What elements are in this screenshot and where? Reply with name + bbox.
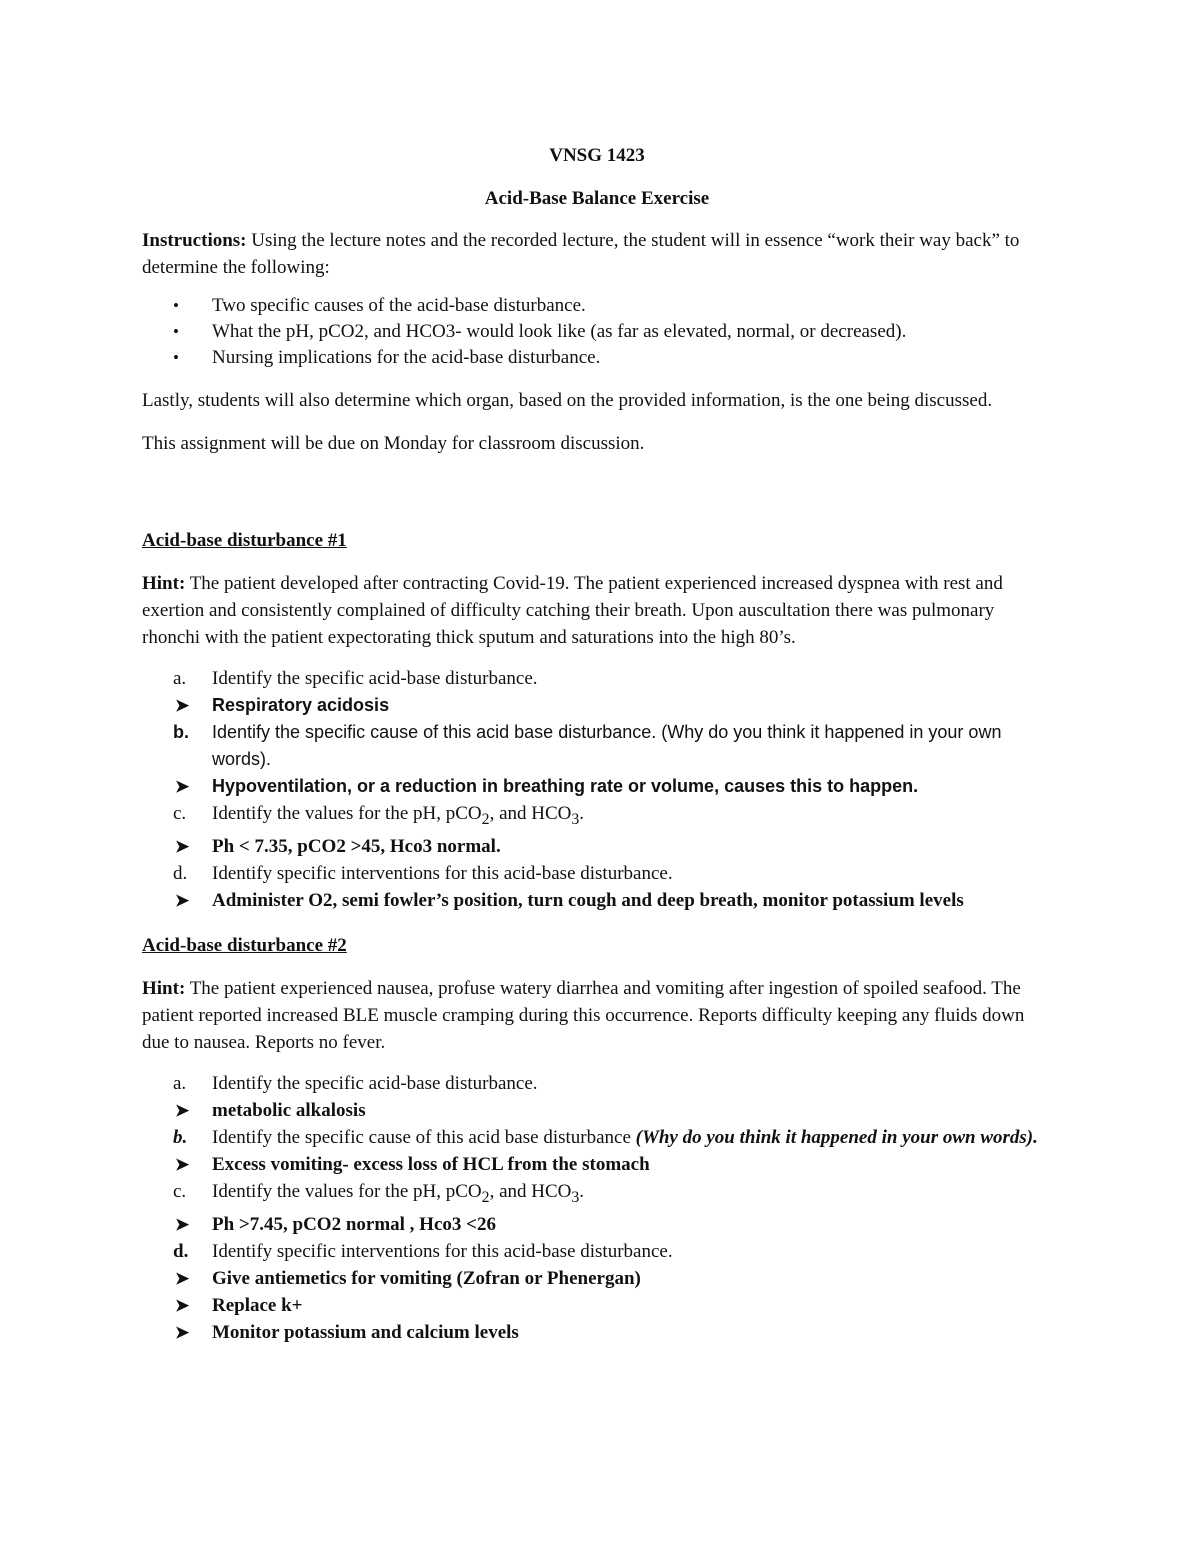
question-text-part: , and HCO bbox=[489, 1180, 572, 1202]
question-text bbox=[212, 1127, 1038, 1148]
hint-label: Hint: bbox=[142, 977, 186, 999]
answer-text: Give antiemetics for vomiting (Zofran or Phenergan) bbox=[212, 1267, 641, 1289]
due-paragraph: This assignment will be due on Monday for classroom discussion. bbox=[142, 433, 645, 454]
list-item bbox=[142, 345, 1052, 371]
section-1-questions bbox=[142, 665, 1052, 914]
question-marker: c. bbox=[173, 803, 187, 824]
document-title: Acid-Base Balance Exercise bbox=[484, 188, 710, 209]
course-code: VNSG 1423 bbox=[549, 145, 645, 166]
question-marker: b. bbox=[173, 1126, 188, 1148]
list-item bbox=[142, 319, 1052, 345]
question-text bbox=[212, 1180, 585, 1206]
answer-text: metabolic alkalosis bbox=[212, 1099, 366, 1121]
question-marker: c. bbox=[173, 1180, 187, 1202]
question-text bbox=[212, 803, 585, 828]
question-text-part: . bbox=[579, 1180, 585, 1202]
subscript: 2 bbox=[481, 810, 490, 828]
arrow-bullet-icon: ➤ bbox=[175, 777, 190, 796]
question-text-italic: (Why do you think it happened in your own words). bbox=[635, 1126, 1038, 1148]
arrow-bullet-icon: ➤ bbox=[175, 1214, 190, 1234]
question-d bbox=[142, 1238, 1052, 1265]
answer-d-3 bbox=[142, 1319, 1052, 1346]
instructions-text: Using the lecture notes and the recorded lecture, the student will in essence “work their way back” to determine the following: bbox=[142, 230, 1020, 278]
hint-text: The patient developed after contracting Covid-19. The patient experienced increased dyspnea with rest and exertion and consistently complained of difficulty catching their breath. Upon auscultation there was pulmonary rhonchi with the patient expectorating thick sputum and saturations into the high 80’s. bbox=[142, 573, 1003, 648]
question-a bbox=[142, 1070, 1052, 1097]
arrow-bullet-icon: ➤ bbox=[175, 1268, 190, 1288]
question-marker: d. bbox=[173, 1240, 189, 1262]
answer-text: Hypoventilation, or a reduction in breathing rate or volume, causes this to happen. bbox=[212, 776, 919, 796]
answer-d-2 bbox=[142, 1292, 1052, 1319]
bullet-text: Nursing implications for the acid-base disturbance. bbox=[212, 347, 601, 368]
section-1-hint bbox=[142, 570, 1052, 651]
answer-a bbox=[142, 692, 1052, 719]
answer-text: Ph < 7.35, pCO2 >45, Hco3 normal. bbox=[212, 835, 501, 857]
question-text-part: Identify the values for the pH, pCO bbox=[212, 803, 482, 824]
arrow-bullet-icon: ➤ bbox=[175, 890, 190, 910]
lastly-paragraph: Lastly, students will also determine which organ, based on the provided information, is the one being discussed. bbox=[142, 390, 993, 411]
arrow-bullet-icon: ➤ bbox=[175, 696, 190, 715]
section-2-hint bbox=[142, 975, 1052, 1056]
question-b bbox=[142, 719, 1052, 773]
answer-b bbox=[142, 773, 1052, 800]
answer-c bbox=[142, 833, 1052, 860]
question-text-part: Identify the specific cause of this acid base disturbance bbox=[212, 1126, 636, 1148]
arrow-bullet-icon: ➤ bbox=[175, 836, 190, 856]
bullet-icon: • bbox=[173, 322, 179, 341]
arrow-bullet-icon: ➤ bbox=[175, 1295, 190, 1315]
answer-text: Replace k+ bbox=[212, 1294, 303, 1316]
answer-c bbox=[142, 1211, 1052, 1238]
question-marker: a. bbox=[173, 1072, 187, 1094]
answer-text: Ph >7.45, pCO2 normal , Hco3 <26 bbox=[212, 1213, 496, 1235]
arrow-bullet-icon: ➤ bbox=[175, 1100, 190, 1120]
instructions-paragraph bbox=[142, 227, 1052, 281]
answer-a bbox=[142, 1097, 1052, 1124]
question-text-part: . bbox=[579, 803, 585, 824]
question-text: Identify the specific cause of this acid base disturbance. (Why do you think it happened in your own words). bbox=[212, 722, 1002, 769]
bullet-text: Two specific causes of the acid-base disturbance. bbox=[212, 295, 586, 316]
question-text: Identify the specific acid-base disturbance. bbox=[212, 668, 538, 689]
section-1-heading: Acid-base disturbance #1 bbox=[142, 530, 347, 551]
answer-text: Excess vomiting- excess loss of HCL from the stomach bbox=[212, 1153, 650, 1175]
question-text: Identify the specific acid-base disturbance. bbox=[212, 1072, 538, 1094]
subscript: 3 bbox=[571, 810, 580, 828]
subscript: 2 bbox=[481, 1188, 490, 1206]
question-text-part: , and HCO bbox=[489, 803, 572, 824]
bullet-icon: • bbox=[173, 296, 179, 315]
section-2-questions bbox=[142, 1070, 1052, 1346]
question-text-part: Identify the values for the pH, pCO bbox=[212, 1180, 482, 1202]
answer-text: Monitor potassium and calcium levels bbox=[212, 1321, 519, 1343]
bullet-text: What the pH, pCO2, and HCO3- would look like (as far as elevated, normal, or decreased). bbox=[212, 321, 907, 342]
bullet-icon: • bbox=[173, 348, 179, 367]
question-text: Identify specific interventions for this acid-base disturbance. bbox=[212, 1240, 673, 1262]
hint-label: Hint: bbox=[142, 573, 186, 594]
question-d bbox=[142, 860, 1052, 887]
section-2-heading: Acid-base disturbance #2 bbox=[142, 934, 347, 956]
question-text: Identify specific interventions for this acid-base disturbance. bbox=[212, 862, 673, 884]
question-marker: b. bbox=[173, 722, 189, 742]
answer-d bbox=[142, 887, 1052, 914]
subscript: 3 bbox=[571, 1188, 580, 1206]
question-a bbox=[142, 665, 1052, 692]
instructions-bullet-list bbox=[142, 293, 1052, 371]
instructions-label: Instructions: bbox=[142, 230, 247, 251]
answer-b bbox=[142, 1151, 1052, 1178]
list-item bbox=[142, 293, 1052, 319]
question-c bbox=[142, 1178, 1052, 1211]
question-b bbox=[142, 1124, 1052, 1151]
answer-text: Administer O2, semi fowler’s position, turn cough and deep breath, monitor potassium levels bbox=[212, 889, 964, 911]
arrow-bullet-icon: ➤ bbox=[175, 1322, 190, 1342]
question-marker: a. bbox=[173, 668, 187, 689]
question-marker: d. bbox=[173, 862, 188, 884]
answer-text: Respiratory acidosis bbox=[212, 695, 390, 715]
question-c bbox=[142, 800, 1052, 833]
answer-d-1 bbox=[142, 1265, 1052, 1292]
document-body bbox=[142, 140, 1052, 1346]
hint-text: The patient experienced nausea, profuse watery diarrhea and vomiting after ingestion of spoiled seafood. The patient reported increased BLE muscle cramping during this occurrence. Reports difficulty keeping any fluids down due to nausea. Reports no fever. bbox=[142, 977, 1025, 1053]
arrow-bullet-icon: ➤ bbox=[175, 1154, 190, 1174]
